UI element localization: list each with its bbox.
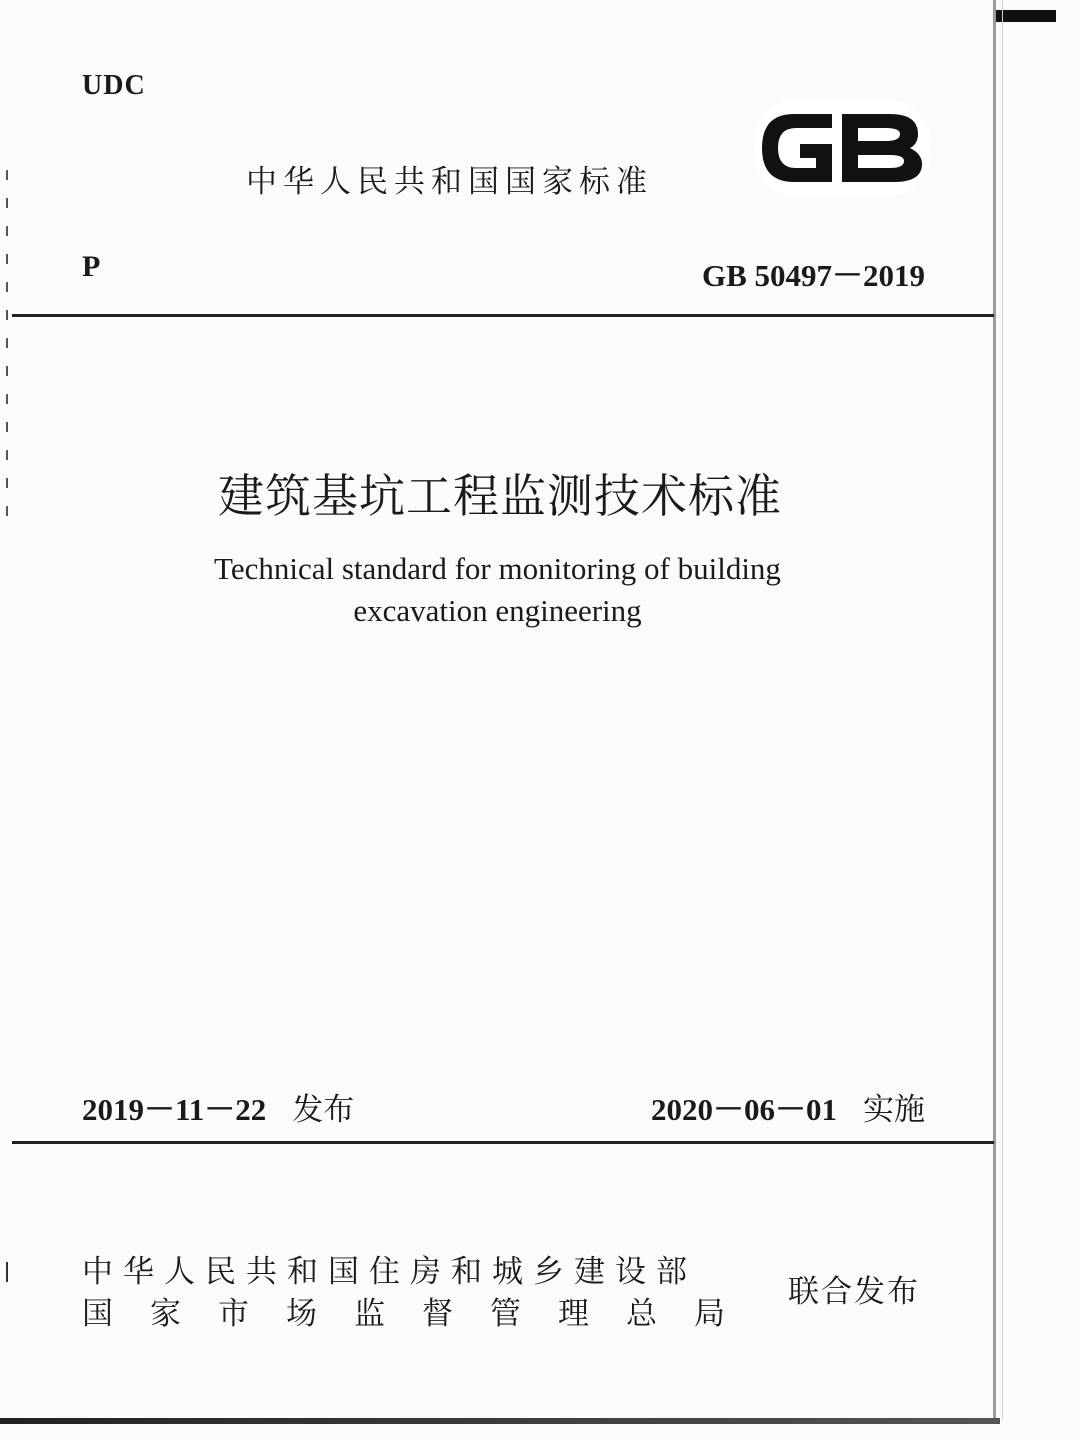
issue-date: 2019－11－22	[82, 1092, 267, 1127]
issue-date-block	[82, 1084, 354, 1129]
issuer-administration: 国家市场监督管理总局	[82, 1296, 762, 1332]
issuer-ministry: 中华人民共和国住房和城乡建设部	[82, 1254, 697, 1290]
scan-edge-right	[993, 0, 996, 1420]
gb-logo	[754, 100, 930, 196]
national-standard-heading: 中华人民共和国国家标准	[246, 164, 653, 200]
title-english	[0, 548, 995, 632]
effective-date-block	[651, 1084, 925, 1129]
effective-date: 2020－06－01	[651, 1092, 837, 1127]
category-code: P	[82, 250, 101, 283]
scan-artifact-bar	[994, 10, 1056, 22]
title-english-line-1: Technical standard for monitoring of building	[214, 551, 781, 586]
scan-edge-right-faint	[1002, 0, 1003, 1420]
scan-mark-left-low	[6, 1262, 8, 1282]
title-chinese: 建筑基坑工程监测技术标准	[218, 469, 782, 523]
effective-label: 实施	[863, 1092, 925, 1128]
udc-label: UDC	[82, 70, 146, 101]
divider-top	[12, 314, 994, 317]
issue-label: 发布	[292, 1092, 355, 1128]
scan-edge-bottom	[0, 1418, 1000, 1424]
standard-number: GB 50497－2019	[701, 258, 925, 293]
title-english-line-2: excavation engineering	[353, 593, 642, 628]
joint-issue-label: 联合发布	[788, 1274, 920, 1310]
divider-bottom	[12, 1141, 994, 1144]
gb-logo-text: GB	[754, 100, 756, 101]
